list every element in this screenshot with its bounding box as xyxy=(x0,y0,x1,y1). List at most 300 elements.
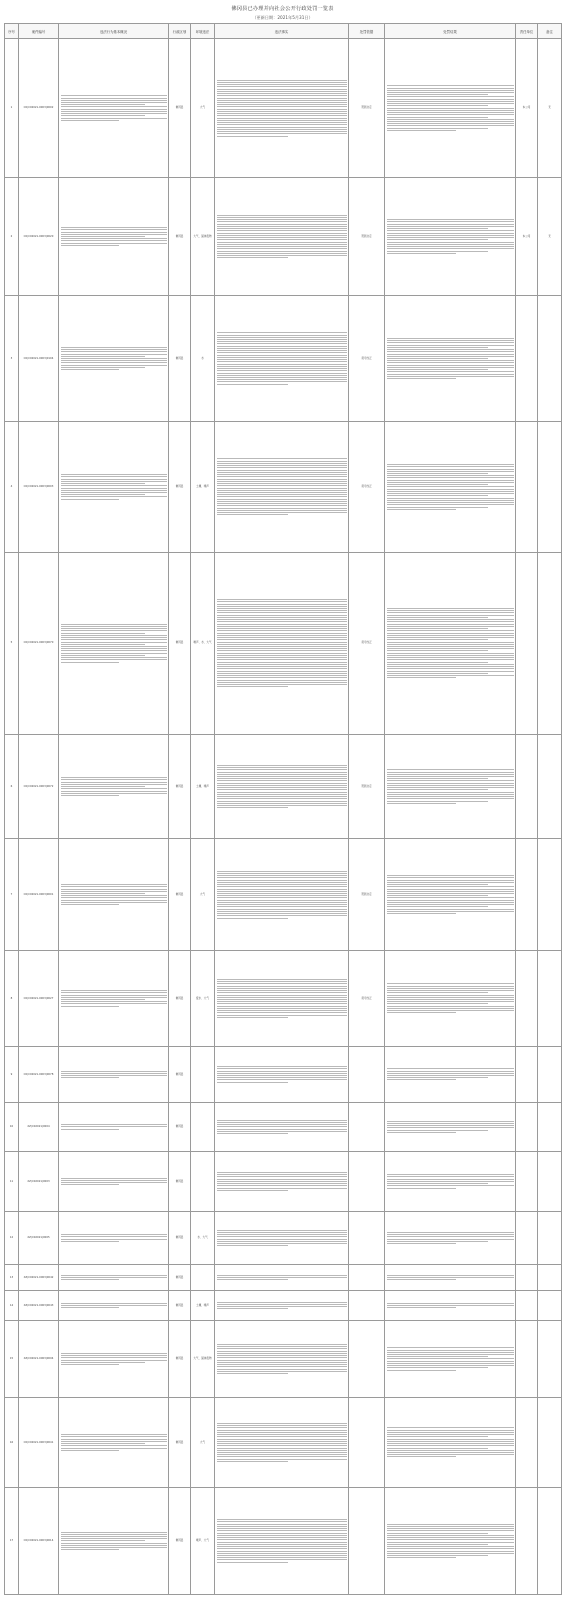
text-line xyxy=(61,1071,167,1072)
text-line xyxy=(217,359,347,360)
text-line xyxy=(387,646,514,647)
text-line xyxy=(217,127,347,128)
text-lines xyxy=(217,1171,347,1192)
text-line xyxy=(217,136,289,137)
text-line xyxy=(387,1174,514,1175)
text-line xyxy=(217,463,347,464)
text-line xyxy=(217,237,347,238)
cell-basis xyxy=(349,1320,385,1397)
text-line xyxy=(61,990,167,991)
table-body xyxy=(5,39,562,1595)
text-line xyxy=(217,350,347,351)
cell-case: C0(C02021-0003)0003 xyxy=(19,422,59,553)
text-line xyxy=(217,783,347,784)
text-line xyxy=(217,348,347,349)
text-line xyxy=(387,1557,457,1558)
cell-case: XZ(C02021-0003)0043 xyxy=(19,1290,59,1320)
text-line xyxy=(217,780,347,781)
text-line xyxy=(217,357,347,358)
text-line xyxy=(217,682,347,683)
text-line xyxy=(61,1536,167,1537)
text-line xyxy=(61,1075,167,1076)
text-line xyxy=(61,893,146,894)
text-line xyxy=(217,458,347,459)
text-line xyxy=(217,1526,347,1527)
text-line xyxy=(217,91,347,92)
cell-case: C0(C02021-0003)0041 xyxy=(19,1397,59,1487)
text-line xyxy=(387,1526,514,1527)
text-line xyxy=(217,889,347,890)
text-line xyxy=(217,803,347,804)
text-line xyxy=(61,779,167,780)
text-line xyxy=(387,489,514,490)
text-line xyxy=(387,349,514,350)
text-line xyxy=(61,788,167,789)
text-line xyxy=(61,236,146,237)
text-line xyxy=(217,233,347,234)
header-basis: 处罚依据 xyxy=(349,24,385,39)
text-line xyxy=(387,671,514,672)
text-line xyxy=(387,1350,514,1351)
text-line xyxy=(217,251,347,252)
text-line xyxy=(387,221,514,222)
cell-summary xyxy=(59,178,169,296)
text-line xyxy=(61,104,146,105)
text-line xyxy=(387,610,514,611)
text-line xyxy=(217,472,347,473)
text-line xyxy=(217,370,347,371)
cell-no: 14 xyxy=(5,1290,19,1320)
text-line xyxy=(387,507,489,508)
text-line xyxy=(61,476,167,477)
text-line xyxy=(217,628,347,629)
table-row xyxy=(5,1397,562,1487)
text-line xyxy=(217,1239,347,1240)
text-line xyxy=(217,115,347,116)
text-line xyxy=(387,509,457,510)
text-line xyxy=(61,1450,119,1451)
text-line xyxy=(387,1012,457,1013)
cell-summary xyxy=(59,1290,169,1320)
text-line xyxy=(387,94,489,95)
text-line xyxy=(387,1427,514,1428)
cell-basis xyxy=(349,1397,385,1487)
text-line xyxy=(61,1124,167,1125)
text-line xyxy=(387,662,489,663)
text-line xyxy=(217,765,347,766)
text-line xyxy=(217,492,347,493)
text-line xyxy=(61,100,167,101)
text-line xyxy=(387,493,514,494)
text-line xyxy=(387,615,514,616)
text-line xyxy=(61,628,167,629)
text-line xyxy=(61,1443,146,1444)
cell-tail xyxy=(516,1102,538,1151)
cell-note xyxy=(538,1211,562,1265)
text-line xyxy=(387,995,514,996)
cell-tail xyxy=(516,1151,538,1211)
text-line xyxy=(217,235,347,236)
text-line xyxy=(217,253,347,254)
text-line xyxy=(387,338,514,339)
text-line xyxy=(217,352,347,353)
text-line xyxy=(217,1528,347,1529)
cell-no: 2 xyxy=(5,178,19,296)
text-line xyxy=(61,659,167,660)
text-line xyxy=(61,1239,167,1240)
cell-basis xyxy=(349,1487,385,1594)
text-line xyxy=(61,624,167,625)
text-line xyxy=(217,102,347,103)
text-lines xyxy=(387,1523,514,1559)
cell-law xyxy=(191,1102,215,1151)
text-line xyxy=(387,659,514,660)
text-line xyxy=(387,904,514,905)
text-line xyxy=(61,886,167,887)
text-line xyxy=(387,125,514,126)
text-lines xyxy=(61,1123,167,1130)
text-line xyxy=(217,796,347,797)
text-line xyxy=(217,774,347,775)
penalty-table xyxy=(4,23,562,1595)
cell-note xyxy=(538,1397,562,1487)
text-line xyxy=(217,648,347,649)
cell-note xyxy=(538,1487,562,1594)
text-line xyxy=(217,368,347,369)
cell-law: 噪声、水、大气 xyxy=(191,552,215,734)
cell-tail: 本公司 xyxy=(516,39,538,178)
text-line xyxy=(61,347,167,348)
text-line xyxy=(217,1129,347,1130)
text-line xyxy=(61,490,167,491)
text-lines xyxy=(61,1177,167,1187)
text-line xyxy=(217,988,347,989)
text-line xyxy=(61,1439,167,1440)
text-line xyxy=(387,498,514,499)
text-lines xyxy=(61,473,167,500)
text-line xyxy=(387,101,514,102)
text-line xyxy=(217,1277,347,1278)
text-line xyxy=(217,1371,347,1372)
text-line xyxy=(61,644,146,645)
text-line xyxy=(387,1436,489,1437)
cell-case: XZ(C02021)0003 xyxy=(19,1151,59,1211)
cell-basis xyxy=(349,1265,385,1291)
text-line xyxy=(387,1279,457,1280)
text-line xyxy=(217,217,347,218)
text-lines xyxy=(61,989,167,1008)
text-line xyxy=(387,1553,514,1554)
text-line xyxy=(217,904,347,905)
text-line xyxy=(217,626,347,627)
text-line xyxy=(61,1129,119,1130)
text-line xyxy=(217,384,289,385)
text-line xyxy=(217,897,347,898)
text-line xyxy=(61,895,167,896)
text-line xyxy=(217,604,347,605)
text-line xyxy=(217,485,347,486)
text-lines xyxy=(387,218,514,254)
text-line xyxy=(61,243,167,244)
text-line xyxy=(61,1360,167,1361)
text-line xyxy=(387,1132,457,1133)
text-line xyxy=(217,918,289,919)
cell-unit: 佛冈县 xyxy=(169,1151,191,1211)
cell-basis: 责令改正 xyxy=(349,552,385,734)
cell-no: 1 xyxy=(5,39,19,178)
text-line xyxy=(387,504,514,505)
text-line xyxy=(387,491,514,492)
text-lines xyxy=(387,607,514,679)
cell-unit: 佛冈县 xyxy=(169,734,191,839)
table-row xyxy=(5,950,562,1046)
text-line xyxy=(217,514,289,515)
text-line xyxy=(217,1366,347,1367)
text-line xyxy=(217,494,347,495)
text-line xyxy=(61,1307,119,1308)
text-line xyxy=(387,769,514,770)
text-line xyxy=(61,496,167,497)
text-line xyxy=(217,221,347,222)
text-line xyxy=(387,248,514,249)
cell-summary xyxy=(59,839,169,950)
text-line xyxy=(217,995,347,996)
text-line xyxy=(387,657,514,658)
text-line xyxy=(217,1179,347,1180)
text-line xyxy=(387,477,514,478)
cell-tail xyxy=(516,552,538,734)
text-line xyxy=(217,246,347,247)
text-lines xyxy=(387,874,514,915)
text-line xyxy=(387,1188,457,1189)
text-line xyxy=(217,1015,347,1016)
text-line xyxy=(217,807,289,808)
header-region: 行政区划 xyxy=(169,24,191,39)
text-line xyxy=(387,226,514,227)
text-line xyxy=(217,999,347,1000)
text-lines xyxy=(61,226,167,247)
text-line xyxy=(217,1241,347,1242)
text-line xyxy=(217,1562,289,1563)
table-row xyxy=(5,1151,562,1211)
text-line xyxy=(217,1183,347,1184)
text-line xyxy=(387,653,514,654)
text-line xyxy=(217,1176,347,1177)
text-line xyxy=(217,343,347,344)
text-line xyxy=(387,99,514,100)
cell-case: C0(C02021-0003)0070 xyxy=(19,552,59,734)
text-line xyxy=(61,889,167,890)
text-line xyxy=(387,1445,514,1446)
text-line xyxy=(217,1174,347,1175)
text-line xyxy=(387,108,514,109)
text-line xyxy=(217,646,347,647)
text-line xyxy=(387,342,514,343)
text-line xyxy=(387,639,489,640)
text-line xyxy=(217,224,347,225)
text-line xyxy=(387,999,514,1000)
text-line xyxy=(217,131,347,132)
text-line xyxy=(61,367,146,368)
text-line xyxy=(387,673,489,674)
cell-no: 6 xyxy=(5,734,19,839)
cell-basis xyxy=(349,1211,385,1265)
cell-summary xyxy=(59,552,169,734)
text-line xyxy=(61,1362,146,1363)
text-line xyxy=(217,657,347,658)
cell-facts xyxy=(215,734,349,839)
text-lines xyxy=(387,1274,514,1281)
text-line xyxy=(387,230,514,231)
text-line xyxy=(217,875,347,876)
text-line xyxy=(387,990,514,991)
text-line xyxy=(387,787,514,788)
text-line xyxy=(387,798,514,799)
cell-note xyxy=(538,1102,562,1151)
text-line xyxy=(217,873,347,874)
table-row xyxy=(5,295,562,421)
text-line xyxy=(387,1008,514,1009)
cell-note: 无 xyxy=(538,178,562,296)
text-line xyxy=(387,242,514,243)
cell-note xyxy=(538,950,562,1046)
text-line xyxy=(217,642,347,643)
text-line xyxy=(387,360,514,361)
text-line xyxy=(217,461,347,462)
text-line xyxy=(217,1535,347,1536)
text-line xyxy=(387,675,514,676)
text-line xyxy=(387,484,489,485)
text-line xyxy=(217,219,347,220)
text-line xyxy=(61,891,167,892)
header-summary: 违法行为基本概况 xyxy=(59,24,169,39)
text-line xyxy=(217,1364,347,1365)
cell-summary xyxy=(59,1487,169,1594)
text-line xyxy=(61,1241,119,1242)
text-line xyxy=(61,245,119,246)
cell-result xyxy=(385,1047,516,1103)
text-line xyxy=(217,501,347,502)
text-line xyxy=(217,496,347,497)
text-line xyxy=(387,897,514,898)
text-line xyxy=(217,93,347,94)
text-line xyxy=(217,228,347,229)
text-line xyxy=(61,999,146,1000)
text-line xyxy=(387,246,514,247)
text-line xyxy=(387,356,514,357)
text-line xyxy=(217,776,347,777)
text-line xyxy=(387,237,514,238)
text-line xyxy=(387,893,514,894)
text-line xyxy=(217,599,347,600)
text-line xyxy=(61,642,167,643)
text-line xyxy=(61,362,167,363)
text-line xyxy=(217,122,347,123)
text-line xyxy=(217,1344,347,1345)
text-line xyxy=(217,913,347,914)
text-line xyxy=(61,358,167,359)
cell-no: 4 xyxy=(5,422,19,553)
text-line xyxy=(217,1548,347,1549)
cell-facts xyxy=(215,1265,349,1291)
text-line xyxy=(217,1188,347,1189)
cell-note xyxy=(538,1151,562,1211)
text-line xyxy=(217,1006,347,1007)
text-line xyxy=(387,1183,489,1184)
text-line xyxy=(217,1131,347,1132)
text-line xyxy=(217,499,347,500)
text-line xyxy=(387,785,514,786)
text-line xyxy=(387,780,514,781)
cell-facts xyxy=(215,178,349,296)
text-line xyxy=(387,112,514,113)
text-line xyxy=(387,378,457,379)
text-line xyxy=(217,884,347,885)
text-line xyxy=(387,1524,514,1525)
cell-unit: 佛冈县 xyxy=(169,178,191,296)
cell-tail xyxy=(516,295,538,421)
text-line xyxy=(387,1450,514,1451)
text-line xyxy=(217,789,347,790)
text-line xyxy=(217,1519,347,1520)
text-line xyxy=(387,219,514,220)
text-line xyxy=(61,1180,167,1181)
text-line xyxy=(387,103,514,104)
text-line xyxy=(61,351,167,352)
text-line xyxy=(61,360,167,361)
text-line xyxy=(217,215,347,216)
text-lines xyxy=(61,623,167,664)
text-line xyxy=(217,512,347,513)
text-line xyxy=(61,884,167,885)
text-line xyxy=(217,1555,347,1556)
text-line xyxy=(387,1125,514,1126)
cell-facts xyxy=(215,1211,349,1265)
cell-summary xyxy=(59,1151,169,1211)
text-line xyxy=(61,1357,167,1358)
cell-tail xyxy=(516,950,538,1046)
text-line xyxy=(61,1001,167,1002)
text-line xyxy=(387,1432,514,1433)
page-title: 佛冈县已办理并向社会公开行政处罚一览表 xyxy=(231,6,334,12)
text-line xyxy=(61,626,167,627)
text-line xyxy=(61,494,146,495)
text-line xyxy=(387,774,514,775)
cell-tail xyxy=(516,839,538,950)
text-line xyxy=(217,118,347,119)
text-line xyxy=(217,662,347,663)
text-line xyxy=(387,117,489,118)
text-line xyxy=(387,1370,457,1371)
text-line xyxy=(217,377,347,378)
text-line xyxy=(387,644,514,645)
text-line xyxy=(217,124,347,125)
text-lines xyxy=(217,1119,347,1135)
cell-result xyxy=(385,1320,516,1397)
text-line xyxy=(387,235,514,236)
text-lines xyxy=(61,1274,167,1281)
text-line xyxy=(387,345,514,346)
text-lines xyxy=(61,1531,167,1552)
header-no: 序号 xyxy=(5,24,19,39)
text-line xyxy=(217,1236,347,1237)
cell-facts xyxy=(215,39,349,178)
text-line xyxy=(387,619,514,620)
text-line xyxy=(217,1559,347,1560)
text-line xyxy=(217,100,347,101)
text-line xyxy=(61,1543,167,1544)
text-line xyxy=(217,1434,347,1435)
